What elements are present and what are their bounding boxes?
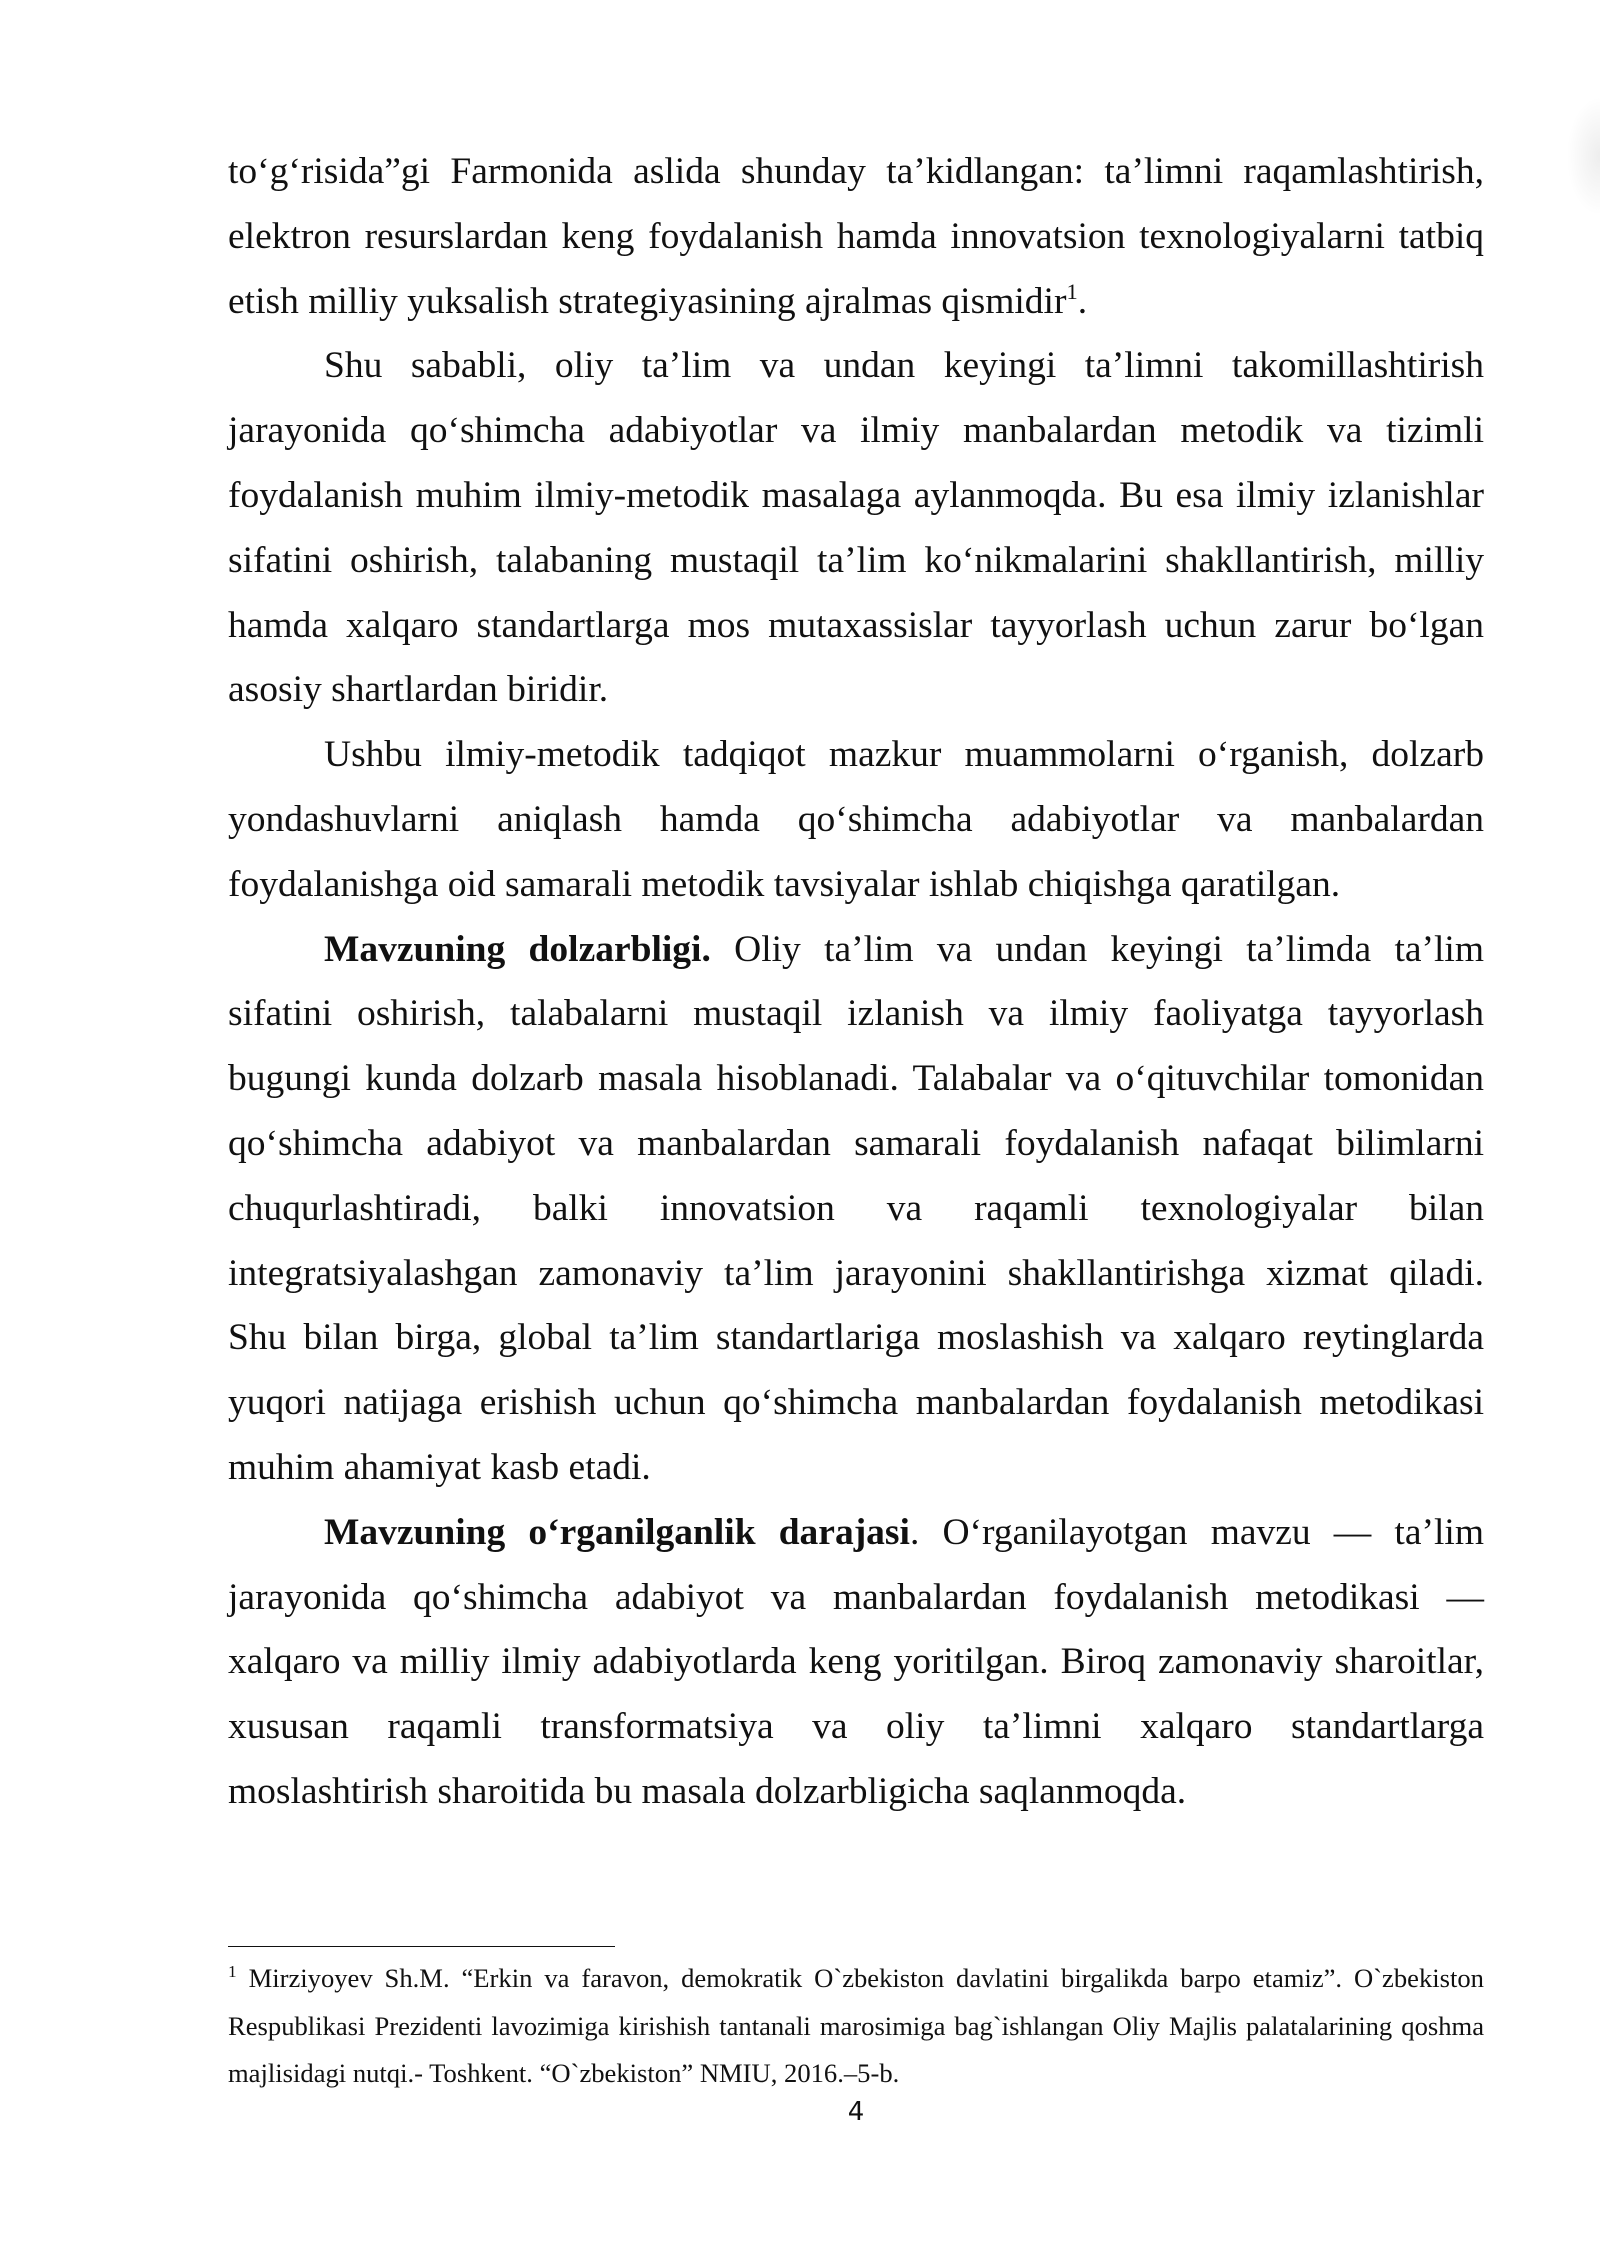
footnote-line: majlisidagi nutqi.- Toshkent. “O`zbekiston” NMIU, 2016.–5-b. [228, 2058, 900, 2088]
footnote-line [228, 1955, 1484, 2003]
text-line: yondashuvlarni aniqlash hamda qo‘shimcha adabiyotlar va manbalardan [228, 798, 1484, 840]
page-number: 4 [847, 2097, 865, 2127]
page-edge-shadow [1566, 96, 1600, 216]
text-line: xalqaro va milliy ilmiy adabiyotlarda keng yoritilgan. Biroq zamonaviy sharoitlar, [228, 1641, 1484, 1683]
paragraph [228, 334, 1484, 723]
paragraph [228, 1501, 1484, 1825]
text-line [228, 918, 1484, 983]
text-line: elektron resurslardan keng foydalanish hamda innovatsion texnologiyalarni tatbiq [228, 215, 1484, 257]
text-line: yuqori natijaga erishish uchun qo‘shimcha manbalardan foydalanish metodikasi [228, 1382, 1484, 1424]
footnote-line: Respublikasi Prezidenti lavozimiga kirishish tantanali marosimiga bag`ishlangan Oliy Majlis palatalarining qoshma [228, 2010, 1484, 2041]
text-line: integratsiyalashgan zamonaviy ta’lim jarayonini shakllantirishga xizmat qiladi. [228, 1252, 1484, 1294]
text-line: asosiy shartlardan biridir. [228, 669, 609, 711]
footnote [228, 1955, 1484, 2098]
text-run: . O‘rganilayotgan mavzu — ta’lim [909, 1511, 1484, 1553]
text-line: bugungi kunda dolzarb masala hisoblanadi. Talabalar va o‘qituvchilar tomonidan [228, 1058, 1484, 1100]
text-line: xususan raqamli transformatsiya va oliy ta’limni xalqaro standartlarga [228, 1706, 1484, 1748]
text-line [228, 270, 1484, 335]
text-line: jarayonida qo‘shimcha adabiyotlar va ilmiy manbalardan metodik va tizimli [228, 410, 1484, 452]
text-line: qo‘shimcha adabiyot va manbalardan samarali foydalanish nafaqat bilimlarni [228, 1122, 1484, 1164]
body-text [228, 140, 1484, 1825]
footnote-separator [228, 1946, 615, 1947]
footnote-reference: 1 [1066, 278, 1078, 304]
paragraph [228, 140, 1484, 334]
text-line: Ushbu ilmiy-metodik tadqiqot mazkur muammolarni o‘rganish, dolzarb [324, 734, 1484, 776]
footnote-marker: 1 [228, 1961, 237, 1981]
footnote-text: Mirziyoyev Sh.M. “Erkin va faravon, demokratik O`zbekiston davlatini birgalikda barpo etamiz”. O`zbekiston [248, 1963, 1484, 1993]
text-line: sifatini oshirish, talabaning mustaqil ta’lim ko‘nikmalarini shakllantirish, milliy [228, 539, 1484, 581]
text-line: sifatini oshirish, talabalarni mustaqil izlanish va ilmiy faoliyatga tayyorlash [228, 993, 1484, 1035]
section-heading: Mavzuning o‘rganilganlik darajasi [324, 1511, 910, 1553]
text-line: Shu sababli, oliy ta’lim va undan keyingi ta’limni takomillashtirish [324, 345, 1484, 387]
text-line: jarayonida qo‘shimcha adabiyot va manbalardan foydalanish metodikasi — [228, 1576, 1484, 1618]
text-run: . [1077, 280, 1088, 322]
text-line [228, 1501, 1484, 1566]
paragraph [228, 723, 1484, 917]
text-line: Shu bilan birga, global ta’lim standartlariga moslashish va xalqaro reytinglarda [228, 1317, 1484, 1359]
text-line: to‘g‘risida”gi Farmonida aslida shunday ta’kidlangan: ta’limni raqamlashtirish, [228, 151, 1484, 192]
text-line: foydalanishga oid samarali metodik tavsiyalar ishlab chiqishga qaratilgan. [228, 863, 1341, 905]
paragraph [228, 918, 1484, 1501]
text-line: chuqurlashtiradi, balki innovatsion va raqamli texnologiyalar bilan [228, 1187, 1484, 1229]
text-line: foydalanish muhim ilmiy-metodik masalaga aylanmoqda. Bu esa ilmiy izlanishlar [228, 474, 1484, 516]
text-run: Oliy ta’lim va undan keyingi ta’limda ta’lim [734, 928, 1484, 970]
text-line: moslashtirish sharoitida bu masala dolzarbligicha saqlanmoqda. [228, 1770, 1187, 1812]
section-heading: Mavzuning dolzarbligi. [324, 928, 711, 970]
text-run: etish milliy yuksalish strategiyasining ajralmas qismidir [228, 280, 1067, 322]
text-line: hamda xalqaro standartlarga mos mutaxassislar tayyorlash uchun zarur bo‘lgan [228, 604, 1484, 646]
text-line: muhim ahamiyat kasb etadi. [228, 1446, 651, 1488]
